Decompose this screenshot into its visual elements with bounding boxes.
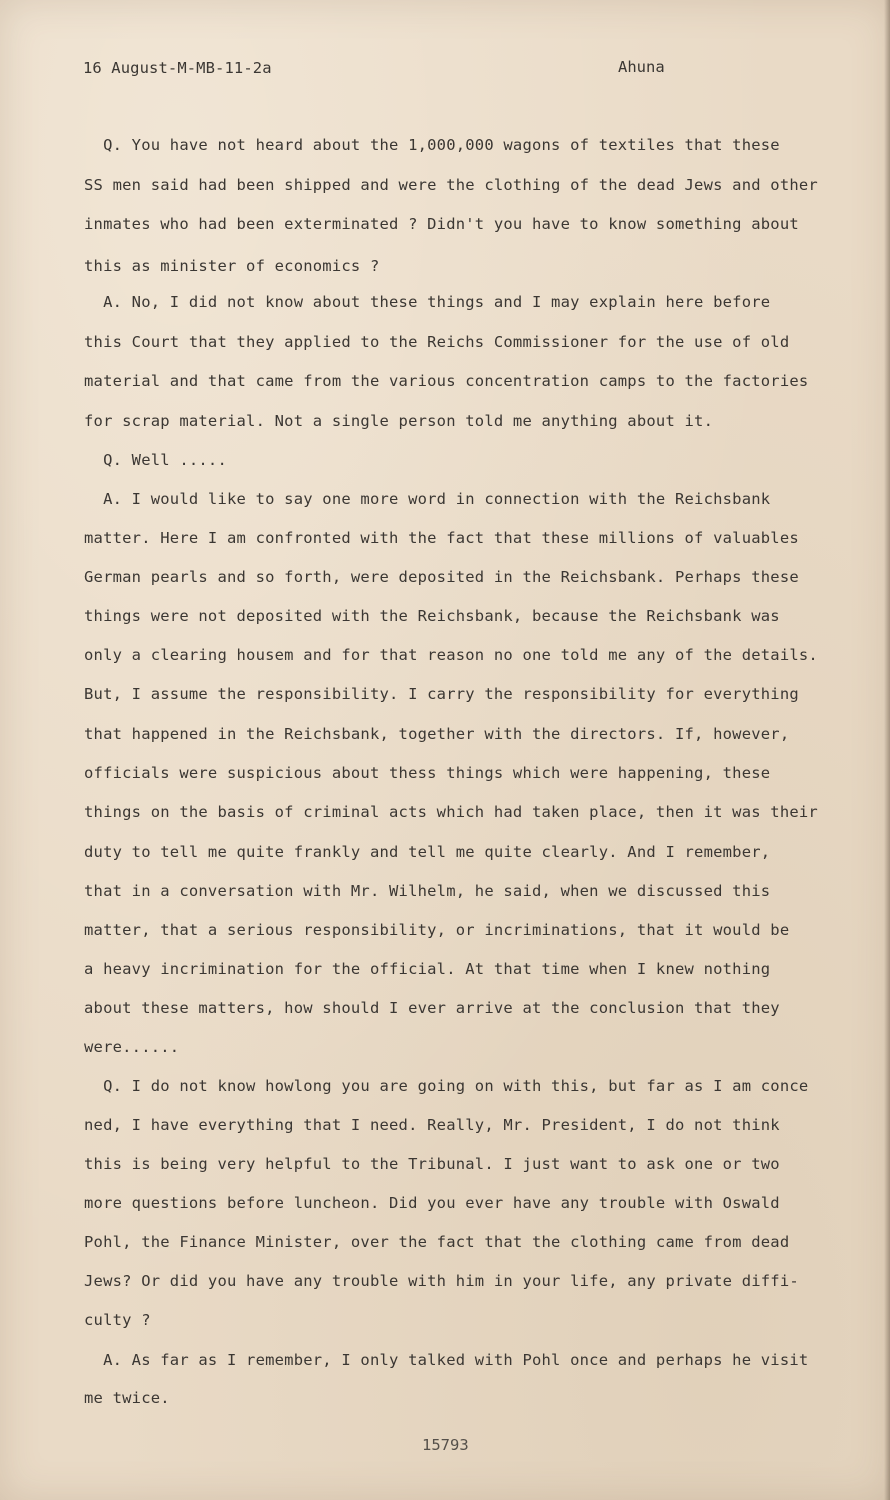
page-edge-shadow xyxy=(884,0,890,1500)
transcript-line: German pearls and so forth, were deposited in the Reichsbank. Perhaps these xyxy=(84,568,799,586)
transcript-line: for scrap material. Not a single person told me anything about it. xyxy=(84,412,714,430)
transcript-line: Q. Well ..... xyxy=(84,451,227,469)
transcript-line: that happened in the Reichsbank, together with the directors. If, however, xyxy=(84,725,790,743)
transcript-line: ned, I have everything that I need. Really, Mr. President, I do not think xyxy=(84,1116,780,1134)
transcript-line: A. I would like to say one more word in connection with the Reichsbank xyxy=(84,490,771,508)
transcript-line: Q. I do not know howlong you are going on with this, but far as I am conce xyxy=(84,1077,809,1095)
transcript-line: duty to tell me quite frankly and tell me quite clearly. And I remember, xyxy=(84,843,771,861)
document-reference: 16 August-M-MB-11-2a xyxy=(83,59,272,77)
transcript-line: more questions before luncheon. Did you ever have any trouble with Oswald xyxy=(84,1194,780,1212)
transcript-line: Q. You have not heard about the 1,000,000 wagons of textiles that these xyxy=(84,136,780,154)
transcript-line: that in a conversation with Mr. Wilhelm, he said, when we discussed this xyxy=(84,882,771,900)
transcript-line: only a clearing housem and for that reason no one told me any of the details. xyxy=(84,646,818,664)
transcript-line: this as minister of economics ? xyxy=(84,257,380,275)
transcript-line: matter, that a serious responsibility, or incriminations, that it would be xyxy=(84,921,790,939)
transcript-line: inmates who had been exterminated ? Didn't you have to know something about xyxy=(84,215,799,233)
transcript-line: A. As far as I remember, I only talked with Pohl once and perhaps he visit xyxy=(84,1351,809,1369)
transcript-line: things on the basis of criminal acts which had taken place, then it was their xyxy=(84,803,818,821)
transcript-line: culty ? xyxy=(84,1311,151,1329)
transcript-line: a heavy incrimination for the official. At that time when I knew nothing xyxy=(84,960,771,978)
transcript-line: about these matters, how should I ever arrive at the conclusion that they xyxy=(84,999,780,1017)
transcript-line: matter. Here I am confronted with the fact that these millions of valuables xyxy=(84,529,799,547)
transcript-line: this is being very helpful to the Tribunal. I just want to ask one or two xyxy=(84,1155,780,1173)
transcript-line: Jews? Or did you have any trouble with him in your life, any private diffi- xyxy=(84,1272,799,1290)
transcript-line: things were not deposited with the Reichsbank, because the Reichsbank was xyxy=(84,607,780,625)
transcript-line: Pohl, the Finance Minister, over the fact that the clothing came from dead xyxy=(84,1233,790,1251)
speaker-name: Ahuna xyxy=(618,58,665,76)
transcript-line: this Court that they applied to the Reichs Commissioner for the use of old xyxy=(84,333,790,351)
transcript-line: me twice. xyxy=(84,1389,170,1407)
page-number: 15793 xyxy=(422,1436,469,1454)
transcript-line: were...... xyxy=(84,1038,180,1056)
transcript-line: But, I assume the responsibility. I carry the responsibility for everything xyxy=(84,685,799,703)
transcript-line: officials were suspicious about thess things which were happening, these xyxy=(84,764,771,782)
transcript-line: SS men said had been shipped and were the clothing of the dead Jews and other xyxy=(84,176,818,194)
transcript-line: material and that came from the various concentration camps to the factories xyxy=(84,372,809,390)
transcript-line: A. No, I did not know about these things and I may explain here before xyxy=(84,293,771,311)
